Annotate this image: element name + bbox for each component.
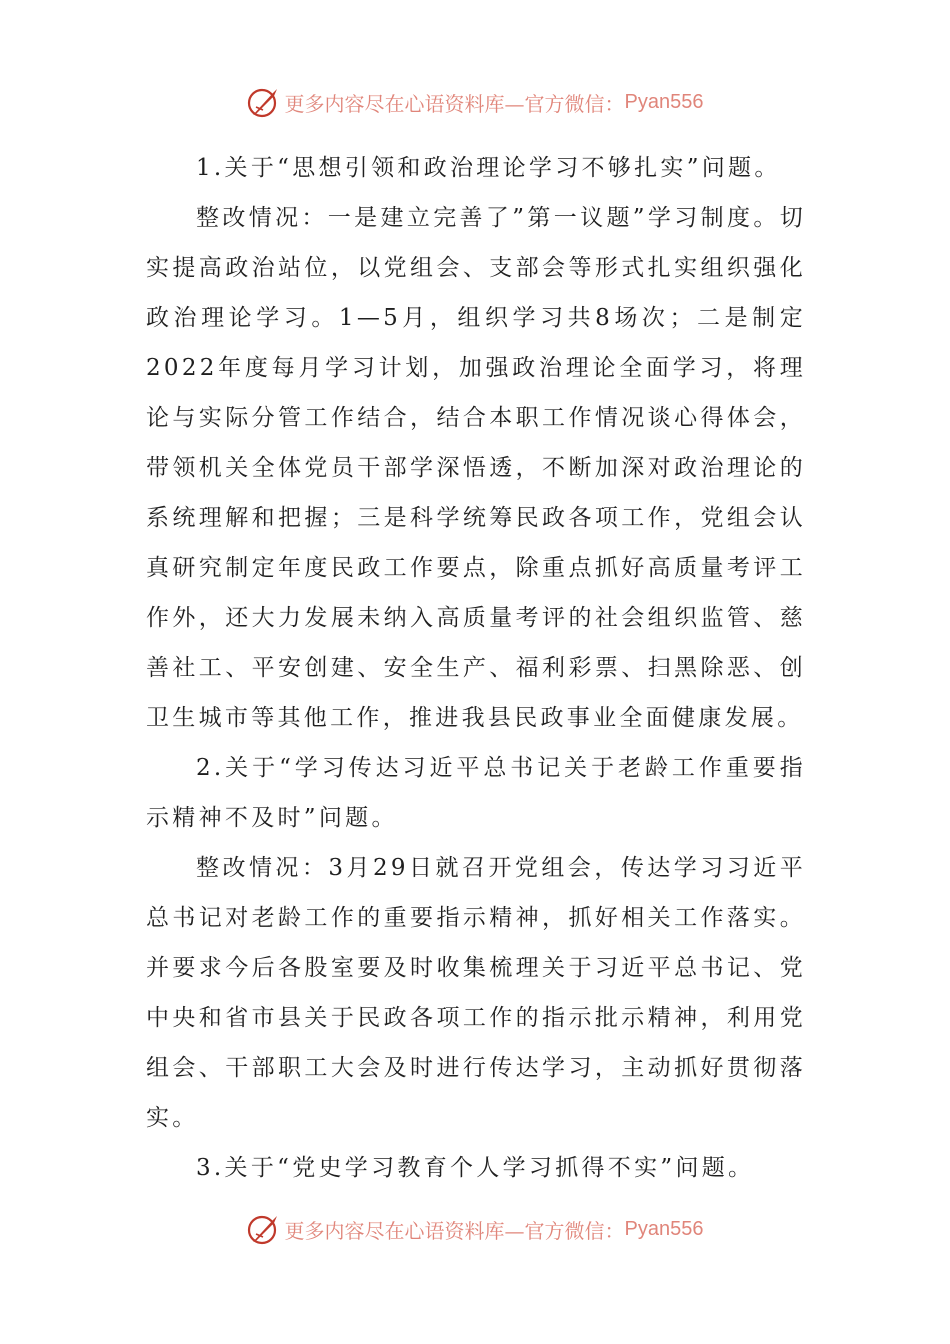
document-body (146, 143, 806, 1193)
banner-text: 更多内容尽在心语资料库—官方微信： (284, 91, 625, 116)
quill-pen-logo-icon (247, 1212, 281, 1246)
paragraph-3: 2.关于“学习传达习近平总书记关于老龄工作重要指示精神不及时”问题。 (146, 755, 806, 831)
banner-wechat-id: Pyan556 (624, 1217, 704, 1240)
header-watermark-banner (0, 82, 950, 122)
quill-pen-logo-icon (247, 85, 281, 119)
paragraph-1: 1.关于“思想引领和政治理论学习不够扎实”问题。 (196, 155, 781, 181)
banner-text: 更多内容尽在心语资料库—官方微信： (284, 1218, 625, 1243)
footer-watermark-banner (0, 1209, 950, 1249)
paragraph-5: 3.关于“党史学习教育个人学习抓得不实”问题。 (196, 1155, 755, 1181)
paragraph-2: 整改情况：一是建立完善了”第一议题”学习制度。切实提高政治站位，以党组会、支部会等形式扎实组织强化政治理论学习。1—5月，组织学习共8场次；二是制定2022年度每月学习计划，加强政治理论全面学习，将理论与实际分管工作结合，结合本职工作情况谈心得体会，带领机关全体党员干部学深悟透，不断加深对政治理论的系统理解和把握；三是科学统筹民政各项工作，党组会认真研究制定年度民政工作要点，除重点抓好高质量考评工作外，还大力发展未纳入高质量考评的社会组织监管、慈善社工、平安创建、安全生产、福利彩票、扫黑除恶、创卫生城市等其他工作，推进我县民政事业全面健康发展。 (146, 205, 806, 731)
paragraph-4: 整改情况：3月29日就召开党组会，传达学习习近平总书记对老龄工作的重要指示精神，抓好相关工作落实。并要求今后各股室要及时收集梳理关于习近平总书记、党中央和省市县关于民政各项工作的指示批示精神，利用党组会、干部职工大会及时进行传达学习，主动抓好贯彻落实。 (146, 855, 806, 1131)
banner-wechat-id: Pyan556 (624, 90, 704, 113)
